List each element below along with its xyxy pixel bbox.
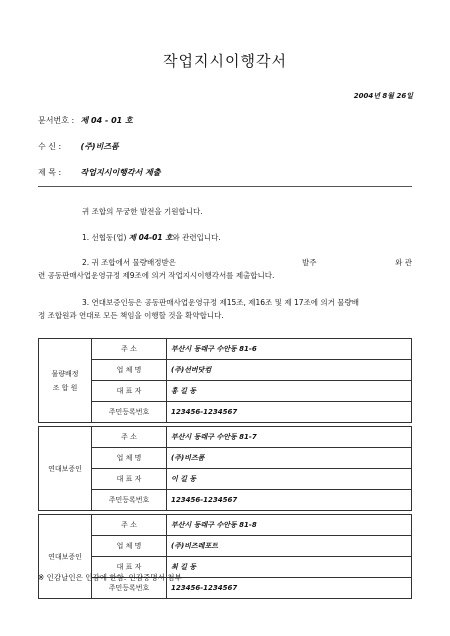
group-3-company: (주)비즈레포트 [167,536,412,557]
group-3-name: 연대보증인 [39,515,92,599]
doc-number-value: 제 04 - 01 호 [80,116,133,125]
table-row [39,448,412,469]
greeting-text: 귀 조합의 무궁한 발전을 기원합니다. [82,207,203,216]
subject-value: 작업지시이행각서 제출 [80,168,161,177]
address-label: 주 소 [92,339,167,360]
group-1-name: 물량배정 조 합 원 [39,339,92,423]
company-label: 업 체 명 [92,360,167,381]
table-row [39,490,412,511]
doc-number-label: 문서번호 : [38,116,75,125]
subject-label: 제 목 : [38,168,62,177]
table-row [39,469,412,490]
table-row [39,427,412,448]
item-3-text-b: 정 조합원과 연대로 모든 책임을 이행할 것을 확약합니다. [38,311,224,320]
document-title: 작업지시이행각서 [163,52,287,70]
group-3-address: 부산시 동래구 수안동 81-8 [167,515,412,536]
group-2-rep: 이 길 동 [167,469,412,490]
recipient-label: 수 신 : [38,142,62,151]
rep-label: 대 표 자 [92,381,167,402]
group-2-name: 연대보증인 [39,427,92,511]
doc-number-row [38,115,133,126]
document-date: 2004년 8월 26일 [353,92,413,100]
company-label: 업 체 명 [92,536,167,557]
greeting [38,205,412,218]
group-2-address: 부산시 동래구 수안동 81-7 [167,427,412,448]
group-2-reg: 123456-1234567 [167,490,412,511]
group-1-company: (주)선버닷컴 [167,360,412,381]
reg-label: 주민등록번호 [92,578,167,599]
company-label: 업 체 명 [92,448,167,469]
table-row [39,515,412,536]
item-1-reference: 제 04-01 호 [128,233,173,242]
item-3-text-a: 3. 연대보증인등은 공동판매사업운영규정 제15조, 제16조 및 제 17조에 의거 물량배 [82,298,359,307]
item-3 [38,296,412,322]
group-3-reg: 123456-1234567 [167,578,412,599]
item-2-text-b: 발주 [302,258,317,267]
item-2-text-c: 와 관 [395,258,412,267]
header-divider [38,186,412,187]
item-2 [38,256,412,282]
group-1-rep: 홍 길 동 [167,381,412,402]
reg-label: 주민등록번호 [92,490,167,511]
item-1 [38,231,412,244]
item-1-prefix: 1. 선협동(업) [82,233,127,242]
recipient-value: (주)비즈폼 [80,142,119,151]
item-2-text-a: 2. 귀 조합에서 물량배정받은 [82,258,177,267]
table-row [39,536,412,557]
reg-label: 주민등록번호 [92,402,167,423]
address-label: 주 소 [92,515,167,536]
recipient-row [38,141,119,152]
group-1-reg: 123456-1234567 [167,402,412,423]
footnote: ※ 인감날인은 인감에 한함. 인감증명서 첨부 [38,573,182,582]
address-label: 주 소 [92,427,167,448]
item-1-suffix: 와 관련입니다. [172,233,221,242]
group-3-rep: 최 길 동 [167,557,412,578]
table-row [39,381,412,402]
party-table [38,338,412,599]
rep-label: 대 표 자 [92,469,167,490]
table-row [39,402,412,423]
group-2-company: (주)비즈폼 [167,448,412,469]
table-row [39,360,412,381]
group-1-address: 부산시 동래구 수안동 81-6 [167,339,412,360]
rep-label: 대 표 자 [92,557,167,578]
subject-row [38,167,161,178]
item-2-text-d: 련 공동판매사업운영규정 제9조에 의거 작업지시이행각서를 제출합니다. [38,271,275,280]
table-row [39,339,412,360]
